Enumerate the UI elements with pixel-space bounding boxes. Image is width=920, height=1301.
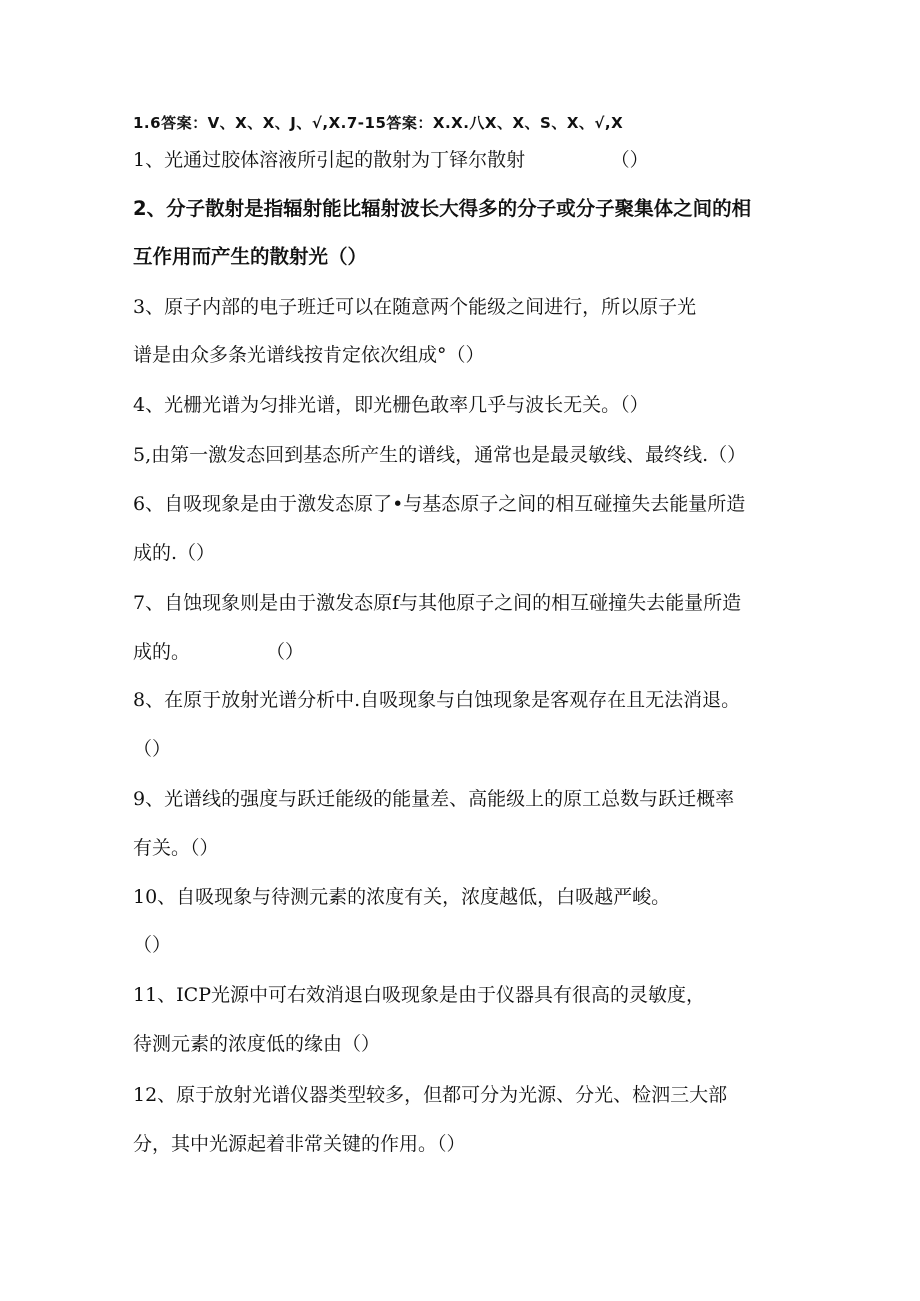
question-9-line-2: 有关。（） xyxy=(133,837,219,859)
question-12-line-1: 12、原于放射光谱仪器类型较多，但都可分为光源、分光、检泗三大部 xyxy=(133,1084,728,1106)
question-6-line-1: 6、自吸现象是由于激发态原了•与基态原子之间的相互碰撞失去能量所造 xyxy=(133,493,746,515)
question-1-line-1: 1、光通过胶体溶液所引起的散射为丁铎尔散射 （） xyxy=(133,149,649,171)
question-7-line-2: 成的。 （） xyxy=(133,641,305,663)
question-6-line-2: 成的.（） xyxy=(133,542,216,564)
question-11-line-2: 待测元素的浓度低的缘由（） xyxy=(133,1033,381,1055)
question-10-line-1: 10、自吸现象与待测元素的浓度有关，浓度越低，白吸越严峻。 xyxy=(133,886,671,908)
question-8-line-1: 8、在原于放射光谱分析中.自吸现象与白蚀现象是客观存在且无法消退。 xyxy=(133,689,741,711)
answer-key-line: 1.6答案：V、X、X、J、√,X.7-15答案：X.X.八X、X、S、X、√,X xyxy=(133,114,624,132)
question-11-line-1: 11、ICP光源中可右效消退白吸现象是由于仪器具有很高的灵敏度， xyxy=(133,984,706,1006)
question-8-line-2: （） xyxy=(133,738,172,760)
question-2-line-1: 2、分子散射是指辐射能比辐射波长大得多的分子或分子聚集体之间的相 xyxy=(133,197,752,220)
question-9-line-1: 9、光谱线的强度与跃迁能级的能量差、高能级上的原工总数与跃迁概率 xyxy=(133,788,735,810)
question-5-line-1: 5,由第一激发态回到基态所产生的谱线，通常也是最灵敏线、最终线.（） xyxy=(133,444,747,466)
question-3-line-1: 3、原子内部的电子班迁可以在随意两个能级之间进行，所以原子光 xyxy=(133,296,697,318)
question-3-line-2: 谱是由众多条光谱线按肯定依次组成°（） xyxy=(133,344,485,366)
question-10-line-2: （） xyxy=(133,934,172,956)
question-7-line-1: 7、自蚀现象则是由于激发态原f与其他原子之间的相互碰撞失去能量所造 xyxy=(133,592,742,614)
question-2-line-2: 互作用而产生的散射光（） xyxy=(133,245,368,268)
question-12-line-2: 分，其中光源起着非常关键的作用。（） xyxy=(133,1133,466,1155)
question-4-line-1: 4、光栅光谱为匀排光谱，即光栅色敢率几乎与波长无关。（） xyxy=(133,394,649,416)
